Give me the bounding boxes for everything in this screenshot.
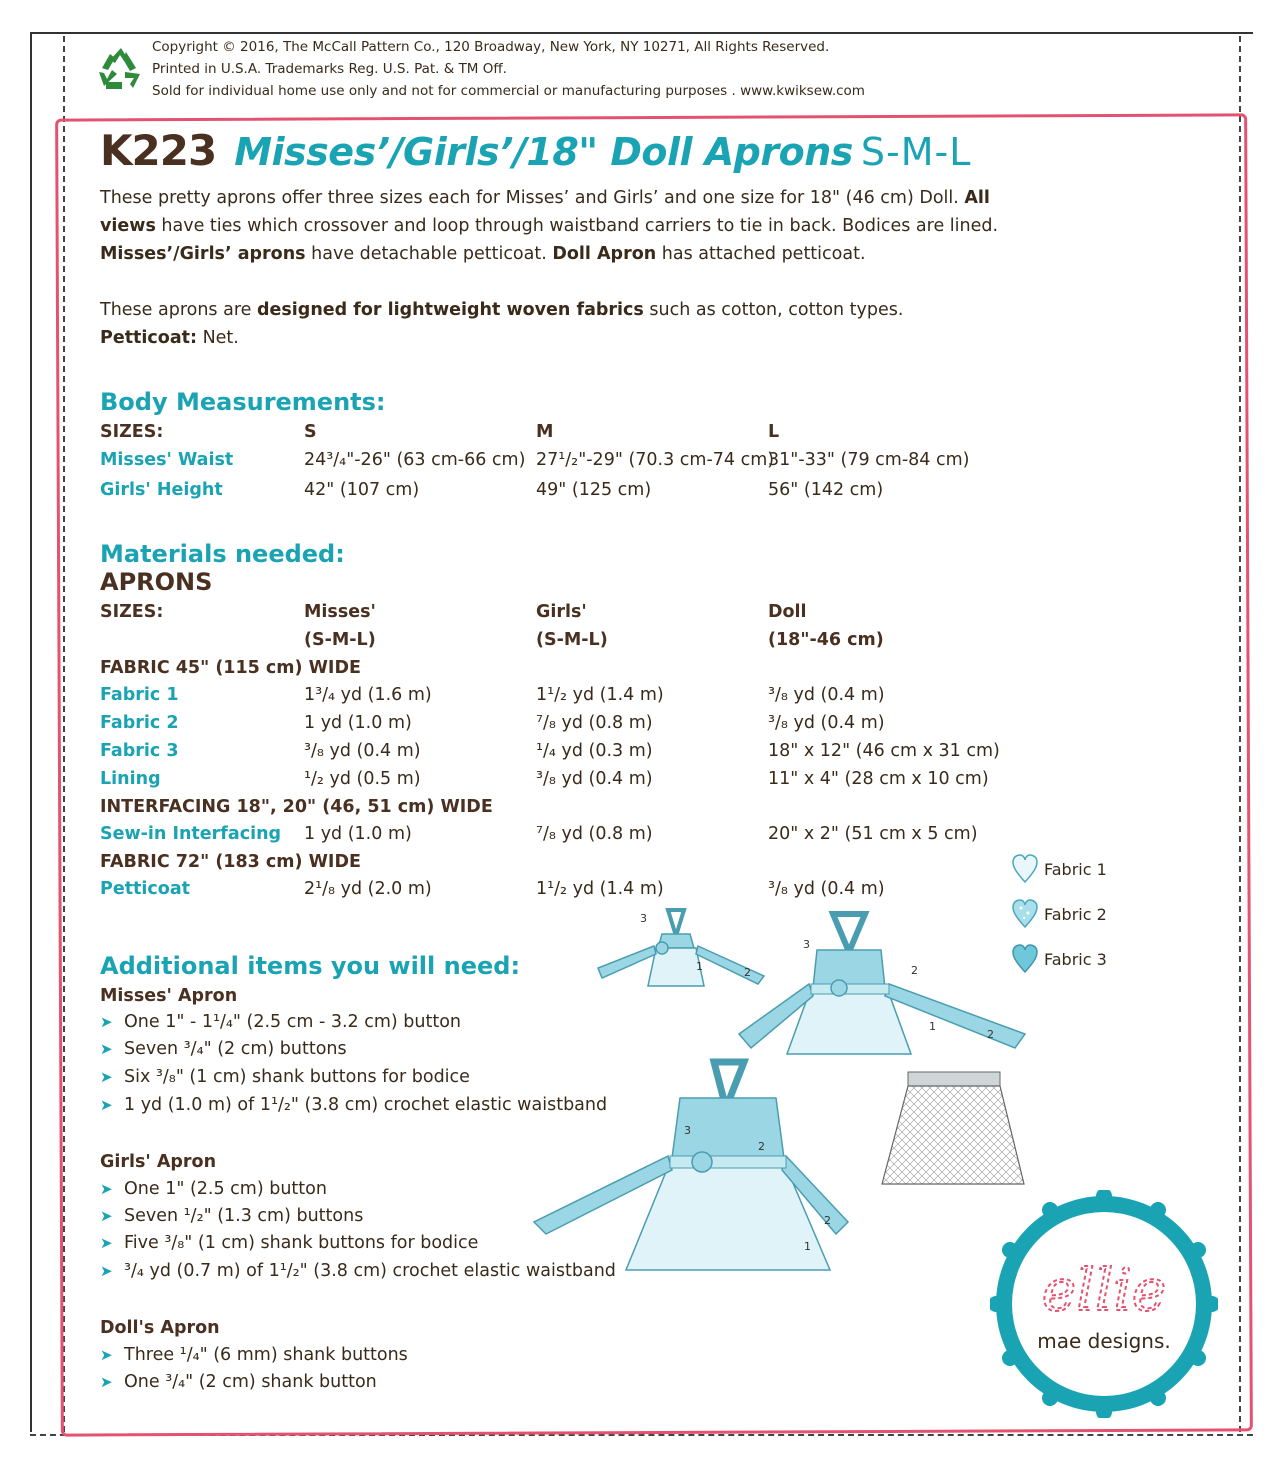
measurements-row: Misses' Waist 24³/₄"-26" (63 cm-66 cm) 27¹/₂"-29" (70.3 cm-74 cm) 31"-33" (79 cm-84 cm) [100, 450, 970, 470]
material-row: Lining ¹/₂ yd (0.5 m) ³/₈ yd (0.4 m) 11" x 4" (28 cm x 10 cm) [100, 769, 989, 789]
trim-line-left [30, 32, 32, 1432]
usage-line: Sold for individual home use only and not for commercial or manufacturing purposes . www.kwiksew.com [152, 83, 865, 99]
list-item: ➤ Seven ¹/₂" (1.3 cm) buttons [100, 1206, 364, 1226]
fabric-group-heading: FABRIC 45" (115 cm) WIDE [100, 658, 361, 678]
materials-columns-row: SIZES: Misses' Girls' Doll [100, 602, 807, 622]
piece-number: 1 [804, 1240, 811, 1253]
ellie-mae-designs-logo [990, 1190, 1218, 1418]
trademark-line: Printed in U.S.A. Trademarks Reg. U.S. Pat. & TM Off. [152, 61, 507, 77]
piece-number: 2 [987, 1028, 994, 1041]
piece-number: 1 [929, 1020, 936, 1033]
bullet-arrow-icon: ➤ [100, 1096, 113, 1114]
bullet-arrow-icon: ➤ [100, 1234, 113, 1252]
additional-items-heading: Additional items you will need: [100, 952, 521, 980]
bullet-arrow-icon: ➤ [100, 1068, 113, 1086]
list-item: ➤ ³/₄ yd (0.7 m) of 1¹/₂" (3.8 cm) crochet elastic waistband [100, 1261, 616, 1281]
measurements-row: Girls' Height 42" (107 cm) 49" (125 cm) 56" (142 cm) [100, 480, 884, 500]
list-item: ➤ 1 yd (1.0 m) of 1¹/₂" (3.8 cm) crochet elastic waistband [100, 1095, 608, 1115]
list-item: ➤ Six ³/₈" (1 cm) shank buttons for bodice [100, 1067, 470, 1087]
list-item: ➤ One 1" (2.5 cm) button [100, 1179, 327, 1199]
piece-number: 2 [911, 964, 918, 977]
recycle-icon [96, 44, 146, 94]
bullet-arrow-icon: ➤ [100, 1373, 113, 1391]
measurements-sizes-row: SIZES: S M L [100, 422, 780, 442]
material-row: Fabric 1 1³/₄ yd (1.6 m) 1¹/₂ yd (1.4 m) ³/₈ yd (0.4 m) [100, 685, 885, 705]
materials-heading: Materials needed: [100, 540, 345, 568]
piece-number: 2 [744, 966, 751, 979]
piece-number: 3 [684, 1124, 691, 1137]
list-item: ➤ One ³/₄" (2 cm) shank button [100, 1372, 377, 1392]
interfacing-group-heading: INTERFACING 18", 20" (46, 51 cm) WIDE [100, 797, 493, 817]
bullet-arrow-icon: ➤ [100, 1040, 113, 1058]
bullet-arrow-icon: ➤ [100, 1262, 113, 1280]
pattern-number: K223 [100, 126, 217, 175]
heart-fabric1-icon [1012, 854, 1038, 884]
list-item: ➤ One 1" - 1¹/₄" (2.5 cm - 3.2 cm) button [100, 1012, 461, 1032]
piece-number: 3 [803, 938, 810, 951]
logo-subtitle: mae designs. [1037, 1329, 1171, 1353]
logo-word: ellie [1041, 1256, 1167, 1324]
bullet-arrow-icon: ➤ [100, 1346, 113, 1364]
material-row: Fabric 3 ³/₈ yd (0.4 m) ¹/₄ yd (0.3 m) 18" x 12" (46 cm x 31 cm) [100, 741, 1000, 761]
trim-line-top [30, 32, 1253, 34]
list-item: ➤ Five ³/₈" (1 cm) shank buttons for bodice [100, 1233, 479, 1253]
pattern-size-range: S-M-L [860, 130, 972, 174]
material-row: Fabric 2 1 yd (1.0 m) ⁷/₈ yd (0.8 m) ³/₈ yd (0.4 m) [100, 713, 885, 733]
piece-number: 1 [696, 960, 703, 973]
petticoat-illustration [878, 1068, 1028, 1190]
materials-columns-sub-row: (S-M-L) (S-M-L) (18"-46 cm) [304, 630, 884, 650]
girls-apron-illustration [530, 1058, 860, 1274]
bullet-arrow-icon: ➤ [100, 1207, 113, 1225]
piece-number: 2 [824, 1214, 831, 1227]
bullet-arrow-icon: ➤ [100, 1180, 113, 1198]
girls-apron-title: Girls' Apron [100, 1152, 217, 1172]
copyright-line: Copyright © 2016, The McCall Pattern Co., 120 Broadway, New York, NY 10271, All Rights Reserved. [152, 39, 830, 55]
body-measurements-heading: Body Measurements: [100, 388, 386, 416]
piece-number: 3 [640, 912, 647, 925]
description-paragraph: These pretty aprons offer three sizes each for Misses’ and Girls’ and one size for 18" (46 cm) Doll. All views have ties which crossover and loop through waistband carriers to tie in back. Bodices are lined. Misses’/Girls’ aprons have detachable petticoat. Doll Apron has attached petticoat. [100, 188, 999, 264]
fabric72-group-heading: FABRIC 72" (183 cm) WIDE [100, 852, 361, 872]
piece-number: 2 [758, 1140, 765, 1153]
list-item: ➤ Seven ³/₄" (2 cm) buttons [100, 1039, 347, 1059]
bullet-arrow-icon: ➤ [100, 1013, 113, 1031]
pattern-title [100, 126, 971, 175]
misses-apron-illustration [735, 908, 1035, 1058]
dolls-apron-title: Doll's Apron [100, 1318, 220, 1338]
list-item: ➤ Three ¹/₄" (6 mm) shank buttons [100, 1345, 408, 1365]
material-row: Petticoat 2¹/₈ yd (2.0 m) 1¹/₂ yd (1.4 m) ³/₈ yd (0.4 m) [100, 879, 885, 899]
misses-apron-title: Misses' Apron [100, 986, 238, 1006]
aprons-subheading: APRONS [100, 568, 213, 596]
fabric-paragraph: These aprons are designed for lightweight woven fabrics such as cotton, cotton types. Petticoat: Net. [100, 300, 904, 348]
material-row: Sew-in Interfacing 1 yd (1.0 m) ⁷/₈ yd (0.8 m) 20" x 2" (51 cm x 5 cm) [100, 824, 978, 844]
pattern-name: Misses’/Girls’/18" Doll Aprons [234, 130, 853, 174]
